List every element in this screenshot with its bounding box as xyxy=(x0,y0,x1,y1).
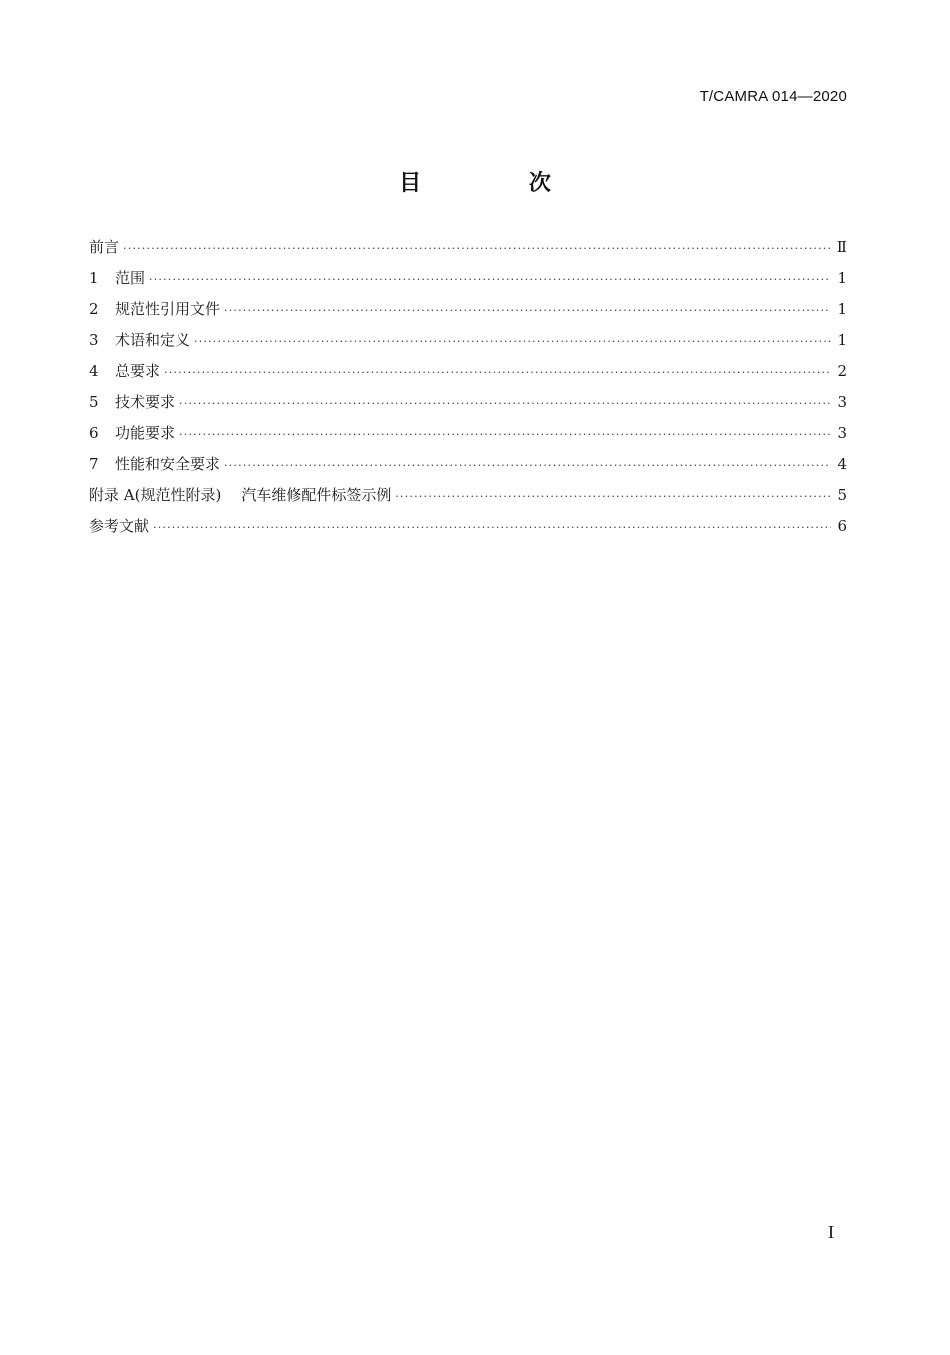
toc-entry-page: 3 xyxy=(837,393,847,411)
toc-leader-dots xyxy=(194,331,831,353)
toc-entry-6[interactable] xyxy=(89,422,847,453)
toc-entry-number: 6 xyxy=(89,424,99,442)
toc-entry-label: 功能要求 xyxy=(115,424,176,442)
toc-entry-references[interactable] xyxy=(89,515,847,546)
toc-entry-number: 3 xyxy=(89,331,99,349)
toc-leader-dots xyxy=(224,300,831,322)
toc-entry-page: 1 xyxy=(837,300,847,318)
page-title: 目 次 xyxy=(399,171,601,196)
toc-entry-7[interactable] xyxy=(89,453,847,484)
toc-entry-label: 规范性引用文件 xyxy=(115,300,221,318)
toc-leader-dots xyxy=(395,486,831,508)
toc-entry-foreword[interactable] xyxy=(89,236,847,267)
toc-leader-dots xyxy=(164,362,831,384)
toc-entry-3[interactable] xyxy=(89,329,847,360)
toc-entry-page: 6 xyxy=(837,517,847,535)
toc-leader-dots xyxy=(179,393,831,415)
toc-entry-subtitle: 汽车维修配件标签示例 xyxy=(241,486,392,504)
toc-entry-number: 2 xyxy=(89,300,99,318)
toc-leader-dots xyxy=(179,424,831,446)
toc-entry-number: 7 xyxy=(89,455,99,473)
toc-entry-5[interactable] xyxy=(89,391,847,422)
toc-entry-page: Ⅱ xyxy=(836,238,847,256)
toc-entry-label: 范围 xyxy=(115,269,146,287)
toc-leader-dots xyxy=(224,455,831,477)
toc-entry-page: 2 xyxy=(837,362,847,380)
toc-entry-label: 技术要求 xyxy=(115,393,176,411)
toc-leader-dots xyxy=(149,269,831,291)
toc-entry-number: 1 xyxy=(89,269,99,287)
toc-leader-dots xyxy=(153,517,831,539)
table-of-contents xyxy=(89,236,847,546)
toc-entry-label: 参考文献 xyxy=(89,517,150,535)
toc-entry-page: 1 xyxy=(837,269,847,287)
toc-entry-page: 3 xyxy=(837,424,847,442)
toc-entry-number: 5 xyxy=(89,393,99,411)
toc-entry-page: 1 xyxy=(837,331,847,349)
toc-entry-label: 附录 A(规范性附录) xyxy=(89,486,222,504)
toc-entry-page: 5 xyxy=(837,486,847,504)
toc-entry-label: 前言 xyxy=(89,238,120,256)
toc-entry-4[interactable] xyxy=(89,360,847,391)
toc-entry-label: 术语和定义 xyxy=(115,331,191,349)
toc-entry-number: 4 xyxy=(89,362,99,380)
toc-entry-appendix-a[interactable] xyxy=(89,484,847,515)
toc-entry-1[interactable] xyxy=(89,267,847,298)
toc-entry-2[interactable] xyxy=(89,298,847,329)
toc-entry-label: 总要求 xyxy=(115,362,161,380)
toc-leader-dots xyxy=(123,238,831,260)
toc-entry-label: 性能和安全要求 xyxy=(115,455,221,473)
standard-code: T/CAMRA 014—2020 xyxy=(699,88,847,105)
toc-entry-page: 4 xyxy=(837,455,847,473)
page-number: I xyxy=(828,1222,834,1242)
